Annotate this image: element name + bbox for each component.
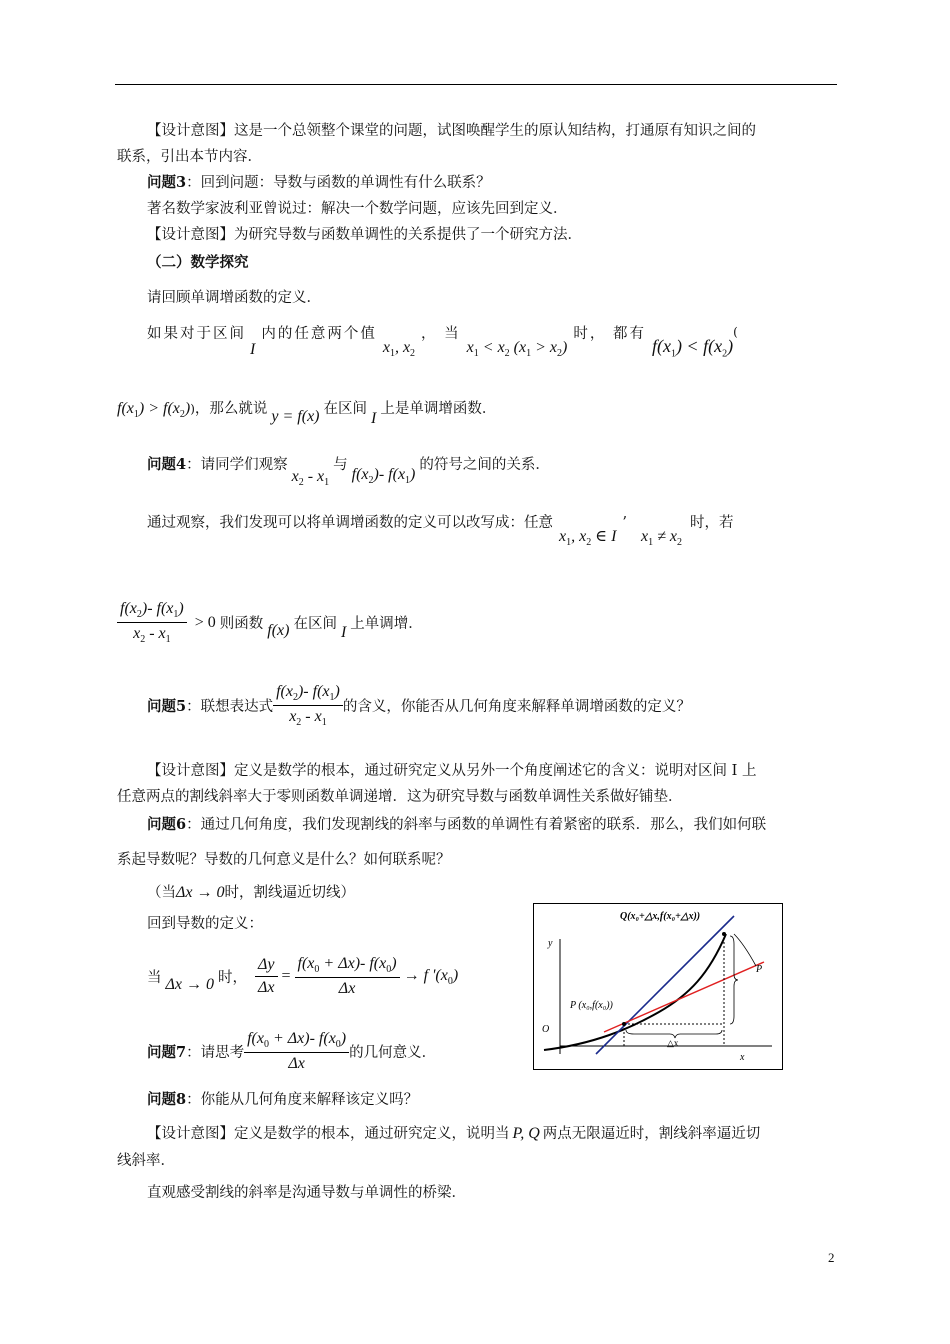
dx-to-0-b: Δx → 0: [165, 975, 214, 993]
design-intent-3: 【设计意图】定义是数学的根本，通过研究定义从另外一个角度阐述它的含义：说明对区间 I 上: [147, 763, 757, 779]
section-heading: （二）数学探究: [147, 254, 249, 271]
q5-quotient: $\frac{f(x_2)- f(x_1)}{x_2 - x_1}$: [273, 683, 343, 728]
q7-text-b: 的几何意义．: [349, 1045, 437, 1062]
def-text-c: ， 当: [421, 326, 461, 342]
q4-text-c: 的符号之间的关系．: [419, 457, 550, 473]
question-8-label: 问题8: [147, 1091, 187, 1108]
f-prime-x0: → f '$(x_0)$: [399, 966, 459, 987]
di4-text-a: 【设计意图】定义是数学的根本，通过研究定义，说明当: [147, 1126, 510, 1142]
dy-brace: [730, 936, 738, 1024]
x1-x2-in-I: $x_1$, $x_2$ ∈ I: [559, 528, 617, 549]
q7-quotient: $\frac{f(x_0 + \Delta x)- f(x_0)}{\Delta x}$: [244, 1030, 349, 1073]
origin-label: O: [542, 1024, 550, 1035]
dx-brace: [626, 1030, 722, 1038]
tangent-arrow: [734, 934, 756, 966]
f-x1-gt-f-x2: $f(x_1) > f(x_2)$: [117, 400, 191, 421]
interval-I: I: [250, 341, 258, 358]
def-text-d: 时， 都有: [573, 326, 646, 342]
polya-quote: 著名数学家波利亚曾说过：解决一个数学问题，应该先回到定义．: [147, 201, 568, 217]
question-3-label: 问题3: [147, 174, 187, 191]
design-intent-3-cont: 任意两点的割线斜率大于零则函数单调递增．这为研究导数与函数单调性关系做好铺垫．: [117, 789, 683, 805]
dx-to-0: Δx → 0: [176, 884, 225, 901]
p-label: P (x₀,f(x₀)): [570, 1000, 613, 1011]
design-intent-1-cont: 联系，引出本节内容．: [117, 149, 262, 165]
frac-text-a: 则函数: [219, 616, 264, 633]
summary-line: 直观感受割线的斜率是沟通导数与单调性的桥梁．: [147, 1185, 466, 1201]
def-text-a: 如果对于区间: [147, 326, 246, 342]
dy-over-dx: $\frac{\Delta y}{\Delta x}$: [255, 956, 278, 997]
q4-text-a: ：请同学们观察: [186, 457, 288, 473]
question-4: [147, 455, 550, 489]
x2-minus-x1: $x_2 - x_1$: [291, 468, 330, 489]
f-x1-lt-f-x2: $f(x_1) < f(x_2)$: [651, 336, 734, 360]
x-axis-label: x: [740, 1052, 745, 1063]
page-number: 2: [828, 1250, 835, 1265]
question-5-label: 问题5: [147, 698, 187, 716]
back-to-derivative: 回到导数的定义：: [147, 916, 263, 932]
difference-quotient: $\frac{f(x_2)- f(x_1)}{x_2 - x_1}$: [117, 600, 187, 645]
question-4-label: 问题4: [147, 456, 187, 473]
secant-note: [147, 883, 355, 903]
frac-text-c: 上单调增．: [350, 616, 423, 633]
derivative-definition: 当 Δx → 0 时， $\frac{\Delta y}{\Delta x}$ = $\frac{f(x_0 + \Delta x)- f(x_0)}{\Delta x}$ → f '$(x_0)$: [147, 955, 459, 998]
y-eq-fx: y = f(x): [271, 408, 320, 425]
design-intent-4-cont: 线斜率．: [117, 1153, 175, 1169]
fx2-minus-fx1: $f(x_2)-$ $f(x_1)$: [351, 466, 416, 487]
question-6: [147, 815, 766, 835]
design-intent-1: 【设计意图】这是一个总领整个课堂的问题，试图唤醒学生的原认知结构，打通原有知识之间的: [147, 123, 756, 139]
question-6-cont: 系起导数呢？导数的几何意义是什么？如何联系呢？: [117, 852, 451, 868]
deriv-text-b: 时，: [218, 970, 247, 987]
observation-line: 通过观察，我们发现可以将单调增函数的定义可以改写成：任意$x_1$, $x_2$ ∈ $I’x_1 \ne x_2$时，若: [147, 515, 734, 549]
di4-text-b: 两点无限逼近时，割线斜率逼近切: [542, 1126, 761, 1142]
question-6-label: 问题6: [147, 816, 187, 833]
deriv-text-a: 当: [147, 970, 162, 987]
q5-text-a: ：联想表达式: [186, 699, 274, 716]
figure-svg: [534, 904, 782, 1069]
y-axis-label: y: [548, 938, 553, 949]
secant-note-a: （当: [147, 885, 176, 901]
frac-text-b: 在区间: [293, 616, 337, 633]
question-5: [147, 683, 691, 728]
secant-line: [596, 916, 734, 1054]
secant-note-b: 时，割线逼近切线）: [224, 885, 355, 901]
point-p: [622, 1022, 626, 1026]
def2-text-c: 上是单调增函数．: [380, 401, 497, 417]
tangent-p-label: P: [756, 964, 763, 975]
def-text-b: 内的任意两个值: [261, 326, 377, 342]
q7-text-a: ：请思考: [186, 1045, 245, 1062]
question-8: [147, 1090, 418, 1110]
question-3-text: ：回到问题：导数与函数的单调性有什么联系？: [186, 175, 491, 191]
fx: f(x): [267, 621, 290, 639]
q6-text: ：通过几何角度，我们发现割线的斜率与函数的单调性有着紧密的联系．那么，我们如何联: [186, 817, 767, 833]
limit-quotient: $\frac{f(x_0 + \Delta x)- f(x_0)}{\Delta x}$: [295, 955, 400, 998]
x1-x2: $x_1$, $x_2$: [382, 339, 416, 360]
secant-tangent-figure: [533, 903, 783, 1070]
recall-definition: 请回顾单调增函数的定义．: [147, 290, 321, 306]
q4-text-b: 与: [333, 457, 348, 473]
header-rule: [115, 84, 837, 85]
obs-text-a: 通过观察，我们发现可以将单调增函数的定义可以改写成：任意: [147, 515, 553, 531]
interval-I-3: I: [340, 623, 347, 641]
question-3: [147, 173, 491, 193]
definition-line-2: $f(x_1) > f(x_2)^)$，那么就说 y = f(x) 在区间I上是单调增函数．: [117, 400, 497, 427]
design-intent-4: [147, 1124, 760, 1144]
dx-label: △x: [667, 1038, 679, 1048]
fraction-gt-zero-line: $\frac{f(x_2)- f(x_1)}{x_2 - x_1}$ > 0 则函数 f(x) 在区间 I 上单调增．: [117, 600, 423, 645]
question-7: [147, 1030, 436, 1073]
p-q: P, Q: [512, 1125, 540, 1142]
def2-text-a: ，那么就说: [194, 401, 268, 417]
design-intent-2: 【设计意图】为研究导数与函数单调性的关系提供了一个研究方法．: [147, 227, 582, 243]
x1-neq-x2: $x_1 \ne x_2$: [641, 528, 682, 549]
tangent-line: [604, 962, 764, 1032]
q8-text: ：你能从几何角度来解释该定义吗？: [186, 1092, 419, 1108]
definition-line: 如果对于区间I内的任意两个值$x_1$, $x_2$， 当$x_1 < x_2$ $(x_1 > x_2)$时， 都有$f(x_1) < f(x_2)^($: [147, 325, 740, 360]
def2-text-b: 在区间: [323, 401, 367, 417]
point-q: [722, 932, 726, 936]
x1-lt-x2: $x_1 < x_2$ $(x_1 > x_2)$: [466, 339, 568, 360]
q5-text-b: 的含义，你能否从几何角度来解释单调增函数的定义？: [342, 699, 691, 716]
question-7-label: 问题7: [147, 1044, 187, 1062]
interval-I-2: I: [371, 410, 377, 427]
obs-text-b: 时，若: [690, 515, 734, 531]
q-label: Q(x₀+△x,f(x₀+△x)): [620, 911, 701, 922]
